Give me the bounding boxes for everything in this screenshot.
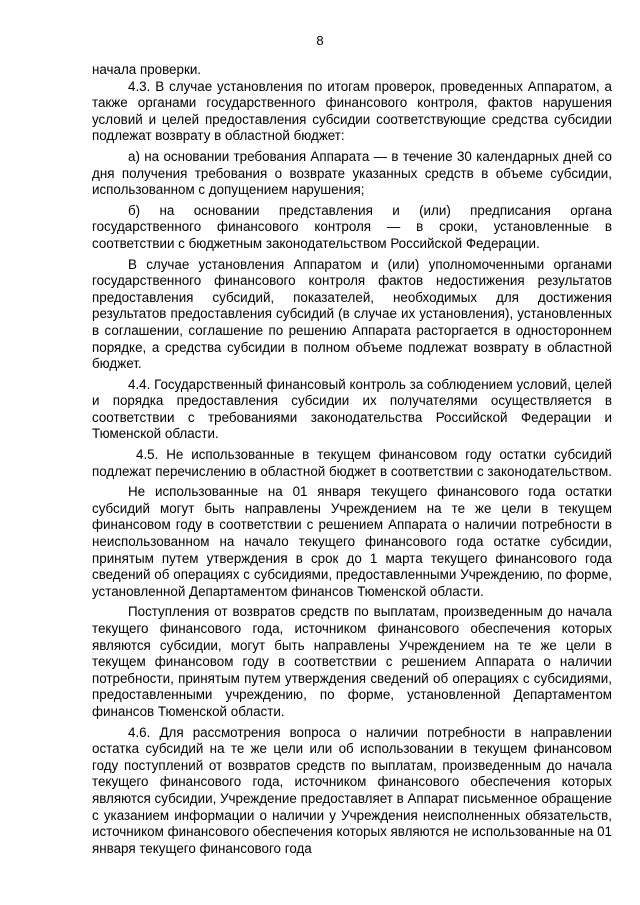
paragraph-termination: В случае установления Аппаратом и (или) уполномоченными органами государственного финансового контроля фактов недостижения результатов предоставления субсидий, показателей, необходимых для достижения результатов предоставления субсидий (в случае их установления), установленных в соглашении, соглашение по решению Аппарата расторгается в одностороннем порядке, а средства субсидии в полном объеме подлежат возврату в областной бюджет. <box>92 256 612 372</box>
document-body <box>92 62 612 857</box>
paragraph-continuation: начала проверки. <box>92 62 202 77</box>
paragraph-4-3-a: а) на основании требования Аппарата — в течение 30 календарных дней со дня получения требования о возврате указанных средств в объеме субсидии, использованном с допущением нарушения; <box>92 148 612 198</box>
page-number: 8 <box>316 33 324 48</box>
paragraph-4-3-b: б) на основании представления и (или) предписания органа государственного финансового контроля — в сроки, установленные в соответствии с бюджетным законодательством Российской Федерации. <box>92 202 612 251</box>
paragraph-unused-balances: Не использованные на 01 января текущего финансового года остатки субсидий могут быть направлены Учреждением на те же цели в текущем финансовом году в соответствии с решением Аппарата о наличии потребности в неиспользованном на начало текущего финансового года остатке субсидии, принятым путем утверждения в срок до 1 марта текущего финансового года сведений об операциях с субсидиями, предоставленными Учреждению, по форме, установленной Департаментом финансов Тюменской области. <box>92 484 612 599</box>
paragraph-refund-receipts: Поступления от возвратов средств по выплатам, произведенным до начала текущего финансового года, источником финансового обеспечения которых являются субсидии, могут быть направлены Учреждением на те же цели в текущем финансовом году в соответствии с решением Аппарата о наличии потребности, принятым путем утверждения сведений об операциях с субсидиями, предоставленными учреждению, по форме, установленной Департаментом финансов Тюменской области. <box>92 604 612 719</box>
paragraph-4-3: 4.3. В случае установления по итогам проверок, проведенных Аппаратом, а также органами государственного финансового контроля, фактов нарушения условий и целей предоставления субсидии соответствующие средства субсидии подлежат возврату в областной бюджет: <box>92 78 612 144</box>
paragraph-4-6: 4.6. Для рассмотрения вопроса о наличии потребности в направлении остатка субсидий на те же цели или об использовании в текущем финансовом году поступлений от возвратов средств по выплатам, произведенным до начала текущего финансового года, источником финансового обеспечения которых являются субсидии, Учреждение предоставляет в Аппарат письменное обращение с указанием информации о наличии у Учреждения неисполненных обязательств, источником финансового обеспечения которых являются не использованные на 01 января текущего финансового года <box>92 724 612 856</box>
paragraph-4-5: 4.5. Не использованные в текущем финансовом году остатки субсидий подлежат перечислению в областной бюджет в соответствии с законодательством. <box>92 447 612 479</box>
paragraph-4-4: 4.4. Государственный финансовый контроль за соблюдением условий, целей и порядка предоставления субсидии их получателями осуществляется в соответствии с требованиями законодательства Российской Федерации и Тюменской области. <box>92 376 612 442</box>
